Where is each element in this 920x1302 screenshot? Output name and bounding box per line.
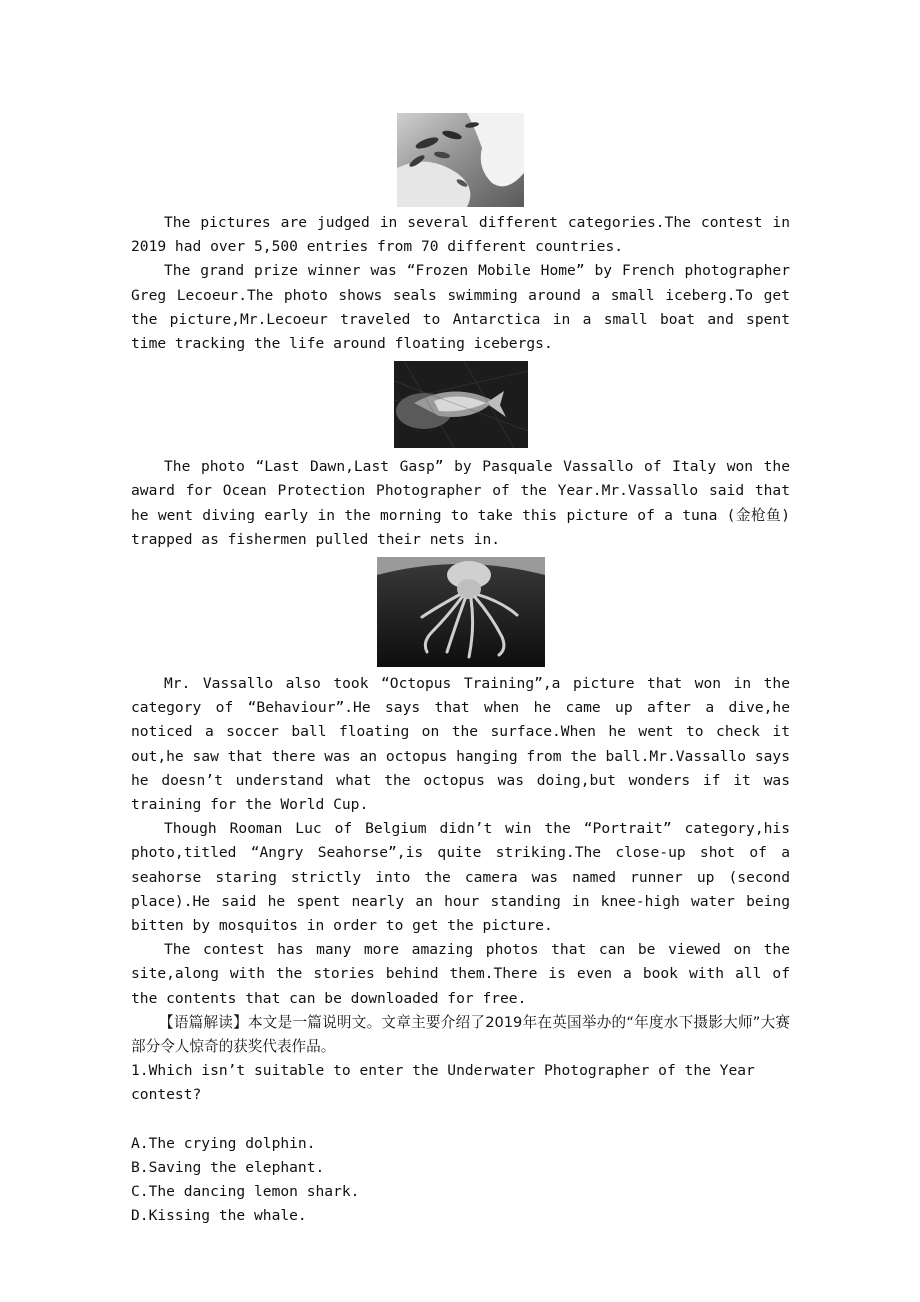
paragraph-6: The contest has many more amazing photos that can be viewed on the site,along with the stories behind them.There is even a book with all of the contents that can be downloaded for free. [131, 941, 790, 1007]
paragraph-1: The pictures are judged in several different categories.The contest in 2019 had over 5,500 entries from 70 different countries. [131, 214, 790, 256]
discourse-analysis: 【语篇解读】本文是一篇说明文。文章主要介绍了2019年在英国举办的“年度水下摄影大师”大赛部分令人惊奇的获奖代表作品。 [131, 1013, 790, 1056]
paragraph-2: The grand prize winner was “Frozen Mobile Home” by French photographer Greg Lecoeur.The photo shows seals swimming around a small iceberg.To get the picture,Mr.Lecoeur traveled to Antarctica in a small boat and spent time tracking the life around floating icebergs. [131, 262, 790, 353]
document-page [131, 0, 790, 1229]
paragraph-4: Mr. Vassallo also took “Octopus Training”,a picture that won in the category of “Behaviour”.He says that when he came up after a dive,he noticed a soccer ball floating on the surface.When he went to check it out,he saw that there was an octopus hanging from the ball.Mr.Vassallo says he doesn’t understand what the octopus was doing,but wonders if it was training for the World Cup. [131, 675, 790, 814]
seals-iceberg-photo [397, 113, 524, 207]
octopus-ball-photo [377, 557, 545, 667]
option-b: B.Saving the elephant. [131, 1158, 325, 1176]
paragraph-5: Though Rooman Luc of Belgium didn’t win the “Portrait” category,his photo,titled “Angry Seahorse”,is quite striking.The close-up shot of a seahorse staring strictly into the camera was named runner up (second place).He said he spent nearly an hour standing in knee-high water being bitten by mosquitos in order to get the picture. [131, 820, 790, 935]
option-c: C.The dancing lemon shark. [131, 1183, 360, 1201]
option-d: D.Kissing the whale. [131, 1207, 307, 1225]
question-1-stem: 1.Which isn’t suitable to enter the Underwater Photographer of the Year contest? [131, 1062, 755, 1104]
tuna-net-photo [394, 361, 528, 448]
option-a: A.The crying dolphin. [131, 1134, 316, 1152]
paragraph-3: The photo “Last Dawn,Last Gasp” by Pasquale Vassallo of Italy won the award for Ocean Protection Photographer of the Year.Mr.Vassallo said that he went diving early in the morning to take this picture of a tuna (金枪鱼) trapped as fishermen pulled their nets in. [131, 458, 790, 548]
